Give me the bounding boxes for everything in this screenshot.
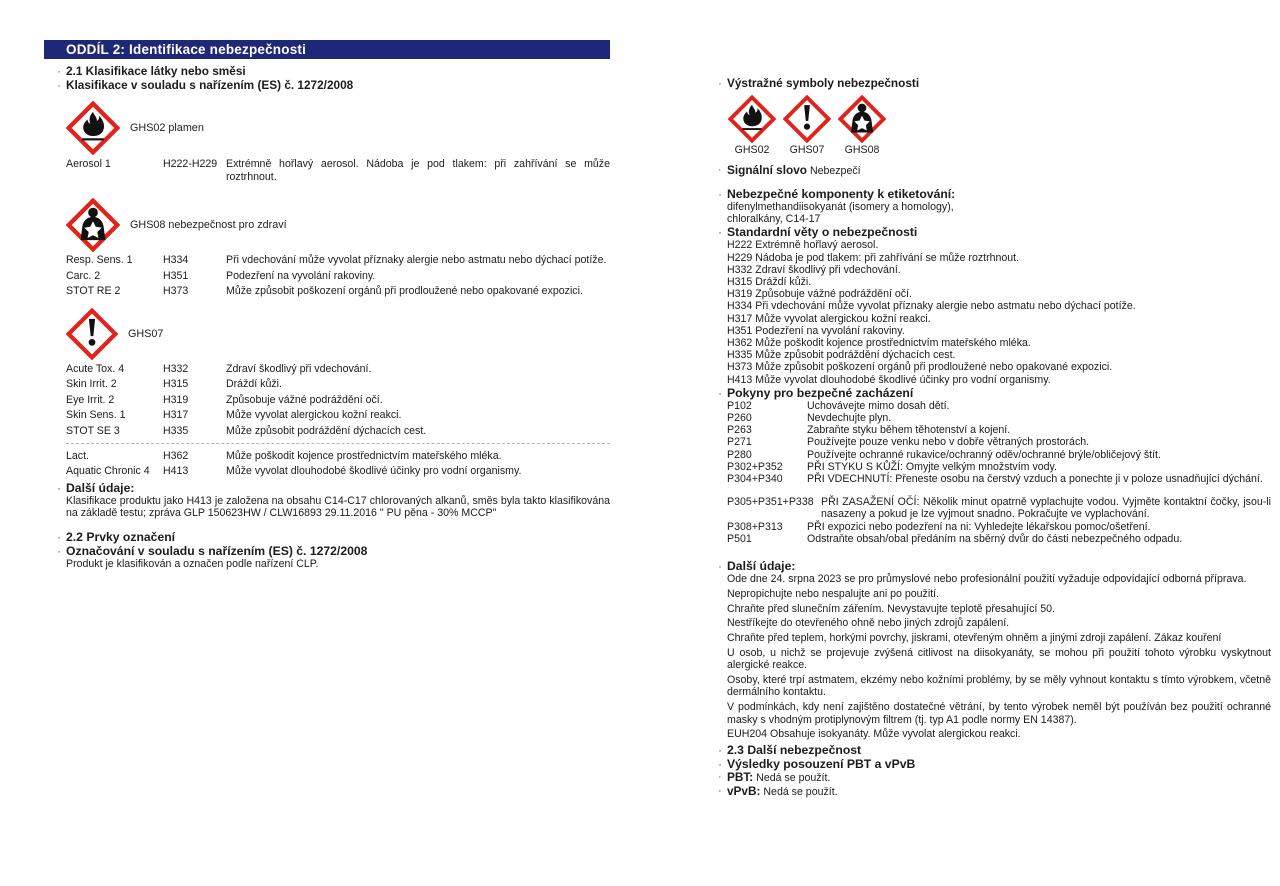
note-paragraph: U osob, u nichž se projevuje zvýšená citlivost na diisokyanáty, se mohou při použití tohoto výrobku vyskytnout alergické reakce. <box>727 647 1271 672</box>
hazard-code: H413 <box>163 465 189 477</box>
note-paragraph: Ode dne 24. srpna 2023 se pro průmyslové nebo profesionální použití vyžaduje odpovídající odborná příprava. <box>727 573 1247 586</box>
p-code: P304+P340 <box>727 473 783 486</box>
hazard-row <box>66 465 610 478</box>
ghs07-exclamation-icon <box>783 95 831 143</box>
hazard-code: H335 <box>163 424 189 437</box>
pbt-row <box>727 771 1271 785</box>
dashed-separator <box>66 443 610 444</box>
ghs08-health-hazard-icon <box>66 198 120 252</box>
hazard-row <box>66 270 610 283</box>
p-code: P263 <box>727 424 752 437</box>
hazard-class: Eye Irrit. 2 <box>66 393 115 406</box>
pictogram-ghs08 <box>837 95 887 156</box>
hazard-class: Carc. 2 <box>66 269 101 282</box>
note-paragraph: Osoby, které trpí astmatem, ekzémy nebo kožními problémy, by se měly vyhnout kontaktu s tímto výrobkem, včetně dermálního kontaktu. <box>727 674 1271 699</box>
hazard-text: Zdraví škodlivý při vdechování. <box>226 362 372 375</box>
p-code: P271 <box>727 436 752 449</box>
p-text: Používejte pouze venku nebo v dobře větraných prostorách. <box>807 436 1090 449</box>
hazard-class: Acute Tox. 4 <box>66 362 125 375</box>
hazard-class: Aerosol 1 <box>66 157 111 170</box>
heading-2-3: · 2.3 Další nebezpečnost <box>727 743 1271 757</box>
hazard-code: H332 <box>163 362 189 375</box>
hazard-text: Způsobuje vážné podráždění očí. <box>226 393 383 406</box>
hazard-text: Extrémně hořlavý aerosol. Nádoba je pod tlakem: při zahřívání se může roztrhnout. <box>226 157 610 183</box>
hazard-text: Může vyvolat alergickou kožní reakci. <box>226 409 402 421</box>
ghs07-label: GHS07 <box>128 328 164 340</box>
heading-dalsi-udaje: · Další údaje: <box>66 481 610 495</box>
hazard-class: STOT SE 3 <box>66 424 120 437</box>
hazard-class: Skin Sens. 1 <box>66 409 126 421</box>
ghs02-flame-icon <box>728 95 776 143</box>
section-title: ODDÍL 2: Identifikace nebezpečnosti <box>66 42 307 57</box>
section-header-bar <box>44 40 610 59</box>
note-paragraph: Nestříkejte do otevřeného ohně nebo jiných zdrojů zapálení. <box>727 617 1010 630</box>
hazard-row <box>66 285 610 298</box>
p-statement-row <box>727 400 1271 412</box>
note-paragraph: Chraňte před teplem, horkými povrchy, jiskrami, otevřeným ohněm a jinými zdroji zapálení. Zákaz kouření <box>727 632 1222 645</box>
left-column <box>44 40 610 571</box>
hazard-row <box>66 254 610 267</box>
note-paragraph-euh204: EUH204 Obsahuje isokyanáty. Může vyvolat alergickou reakci. <box>727 728 1021 741</box>
hazard-class: Aquatic Chronic 4 <box>66 465 150 477</box>
hazard-row <box>66 409 610 422</box>
h-phrase: H362 Může poškodit kojence prostřednictvím mateřského mléka. <box>727 337 1031 350</box>
vpvb-row <box>727 785 1271 799</box>
hazard-code: H319 <box>163 393 189 406</box>
p-text: PŘI STYKU S KŮŽÍ: Omyjte velkým množstvím vody. <box>807 460 1057 473</box>
hazard-row <box>66 450 610 463</box>
hazard-code: H373 <box>163 285 189 297</box>
pbt-label: PBT: <box>727 770 754 785</box>
hazard-text: Může vyvolat dlouhodobé škodlivé účinky pro vodní organismy. <box>226 465 522 477</box>
heading-classification-clp: · Klasifikace v souladu s nařízením (ES) č. 1272/2008 <box>66 78 610 92</box>
p-code: P501 <box>727 532 752 545</box>
p-text: Zabraňte styku během těhotenství a kojení. <box>807 424 1011 437</box>
ghs02-label: GHS02 plamen <box>130 122 204 134</box>
p-text: Odstraňte obsah/obal předáním na sběrný dvůr do části nebezpečného odpadu. <box>807 532 1183 545</box>
hazard-row <box>66 158 610 184</box>
p-statement-row <box>727 473 1271 485</box>
h-phrase: H373 Může způsobit poškození orgánů při prodloužené nebo opakované expozici. <box>727 361 1113 374</box>
note-paragraph: Chraňte před slunečním zářením. Nevystavujte teplotě přesahující 50. <box>727 602 1055 615</box>
hazard-row <box>66 378 610 391</box>
p-text: Uchovávejte mimo dosah dětí. <box>807 399 950 412</box>
p-code: P260 <box>727 412 752 425</box>
note-paragraph: Nepropichujte nebo nespalujte ani po použití. <box>727 587 940 600</box>
p-statement-row <box>727 521 1271 533</box>
heading-pbt-vpvb: · Výsledky posouzení PBT a vPvB <box>727 757 1271 771</box>
p-statement-row <box>727 461 1271 473</box>
h-phrase: H335 Může způsobit podráždění dýchacích cest. <box>727 349 956 362</box>
h-phrase: H317 Může vyvolat alergickou kožní reakci. <box>727 312 931 325</box>
p-text: PŘI VDECHNUTÍ: Přeneste osobu na čerstvý vzduch a ponechte ji v poloze usnadňující dýchání. <box>807 473 1263 486</box>
vpvb-value: Nedá se použít. <box>763 786 838 799</box>
note-paragraph: V podmínkách, kdy není zajištěno dostatečné větrání, by tento výrobek neměl být používán bez použití ochranné masky s vhodným protiplynovým filtrem (tj. typ A1 podle normy EN 14387). <box>727 701 1271 726</box>
hazard-code: H317 <box>163 409 189 421</box>
ghs02-block <box>66 101 610 155</box>
hazard-code: H315 <box>163 378 189 390</box>
heading-hazard-components: · Nebezpečné komponenty k etiketování: <box>727 187 1271 201</box>
hazard-text: Při vdechování může vyvolat příznaky alergie nebo astmatu nebo dýchací potíže. <box>226 254 607 266</box>
p-code: P305+P351+P338 <box>727 496 814 509</box>
hazard-row <box>66 363 610 376</box>
h-phrase: H319 Způsobuje vážné podráždění očí. <box>727 288 912 301</box>
heading-dalsi-udaje-right: · Další údaje: <box>727 559 1271 573</box>
hazard-class: Skin Irrit. 2 <box>66 378 117 390</box>
hazard-class: Resp. Sens. 1 <box>66 254 133 266</box>
pictogram-label: GHS02 <box>734 144 770 156</box>
labeling-note: Produkt je klasifikován a označen podle nařízení CLP. <box>66 558 319 571</box>
p-text: PŘI expozici nebo podezření na ni: Vyhledejte lékařskou pomoc/ošetření. <box>807 520 1151 533</box>
h-phrase: H315 Dráždí kůži. <box>727 276 812 289</box>
p-statement-row <box>727 496 1271 520</box>
heading-p-statements: · Pokyny pro bezpečné zacházení <box>727 386 1271 400</box>
right-column <box>715 76 1271 799</box>
p-code: P302+P352 <box>727 460 783 473</box>
p-statement-row <box>727 449 1271 461</box>
heading-2-1: · 2.1 Klasifikace látky nebo směsi <box>66 64 610 78</box>
hazard-row <box>66 394 610 407</box>
heading-labeling: · Označování v souladu s nařízením (ES) č. 1272/2008 <box>66 544 610 558</box>
component-item: difenylmethandiisokyanát (isomery a homology), <box>727 201 954 213</box>
hazard-class: Lact. <box>66 449 89 462</box>
hazard-text: Může způsobit poškození orgánů při prodloužené nebo opakované expozici. <box>226 285 583 297</box>
classification-note: Klasifikace produktu jako H413 je založena na obsahu C14-C17 chlorovaných alkanů, směs byla takto klasifikována na základě testu; zpráva GLP 150623HW / CLW16893 29.11.2016 " PU pěna - 30% MCCP" <box>66 494 610 520</box>
h-phrase: H332 Zdraví škodlivý při vdechování. <box>727 263 901 276</box>
hazard-text: Podezření na vyvolání rakoviny. <box>226 269 376 282</box>
h-phrase: H229 Nádoba je pod tlakem: při zahřívání se může roztrhnout. <box>727 251 1020 264</box>
p-statement-row <box>727 533 1271 545</box>
pictogram-label: GHS08 <box>844 144 880 156</box>
p-statement-row <box>727 412 1271 424</box>
p-text: Nevdechujte plyn. <box>807 412 892 425</box>
signal-word-row <box>727 164 1271 178</box>
pictogram-ghs07 <box>782 95 832 156</box>
hazard-code: H334 <box>163 254 189 266</box>
heading-warning-symbols: · Výstražné symboly nebezpečnosti <box>727 76 1271 90</box>
heading-2-2: · 2.2 Prvky označení <box>66 530 610 544</box>
ghs07-exclamation-icon <box>66 308 118 360</box>
p-code: P308+P313 <box>727 520 783 533</box>
hazard-code: H222-H229 <box>163 157 218 170</box>
ghs08-label: GHS08 nebezpečnost pro zdraví <box>130 218 287 231</box>
ghs02-flame-icon <box>66 101 120 155</box>
hazard-text: Může způsobit podráždění dýchacích cest. <box>226 424 427 437</box>
hazard-class: STOT RE 2 <box>66 285 121 297</box>
ghs08-block <box>66 198 610 252</box>
p-statement-row <box>727 436 1271 448</box>
vpvb-label: vPvB: <box>727 784 761 799</box>
pictogram-ghs02 <box>727 95 777 156</box>
p-code: P102 <box>727 399 752 412</box>
h-phrase: H351 Podezření na vyvolání rakoviny. <box>727 324 905 337</box>
hazard-row <box>66 425 610 438</box>
pictogram-label: GHS07 <box>789 144 825 156</box>
h-phrase: H413 Může vyvolat dlouhodobé škodlivé účinky pro vodní organismy. <box>727 373 1051 386</box>
p-statement-row <box>727 424 1271 436</box>
hazard-code: H362 <box>163 449 189 462</box>
component-item: chloralkány, C14-17 <box>727 213 821 226</box>
pictogram-strip <box>727 95 1271 156</box>
h-phrase: H334 Při vdechování může vyvolat příznaky alergie nebo astmatu nebo dýchací potíže. <box>727 300 1136 313</box>
hazard-text: Může poškodit kojence prostřednictvím mateřského mléka. <box>226 449 502 462</box>
h-phrase: H222 Extrémně hořlavý aerosol. <box>727 239 879 252</box>
p-code: P280 <box>727 448 752 461</box>
signal-word-value: Nebezpečí <box>809 165 861 177</box>
ghs08-health-hazard-icon <box>838 95 886 143</box>
p-text: Používejte ochranné rukavice/ochranný oděv/ochranné brýle/obličejový štít. <box>807 448 1161 461</box>
pbt-value: Nedá se použít. <box>756 772 831 785</box>
hazard-code: H351 <box>163 269 189 282</box>
p-text: PŘI ZASAŽENÍ OČÍ: Několik minut opatrně vyplachujte vodou. Vyjměte kontaktní čočky, jsou-li nasazeny a pokud je lze vyjmout snadno. Pokračujte ve vyplachování. <box>821 496 1271 521</box>
hazard-text: Dráždí kůži. <box>226 378 282 390</box>
heading-h-statements: · Standardní věty o nebezpečnosti <box>727 225 1271 239</box>
ghs07-block <box>66 308 610 360</box>
signal-word-label: Signální slovo <box>727 163 807 177</box>
